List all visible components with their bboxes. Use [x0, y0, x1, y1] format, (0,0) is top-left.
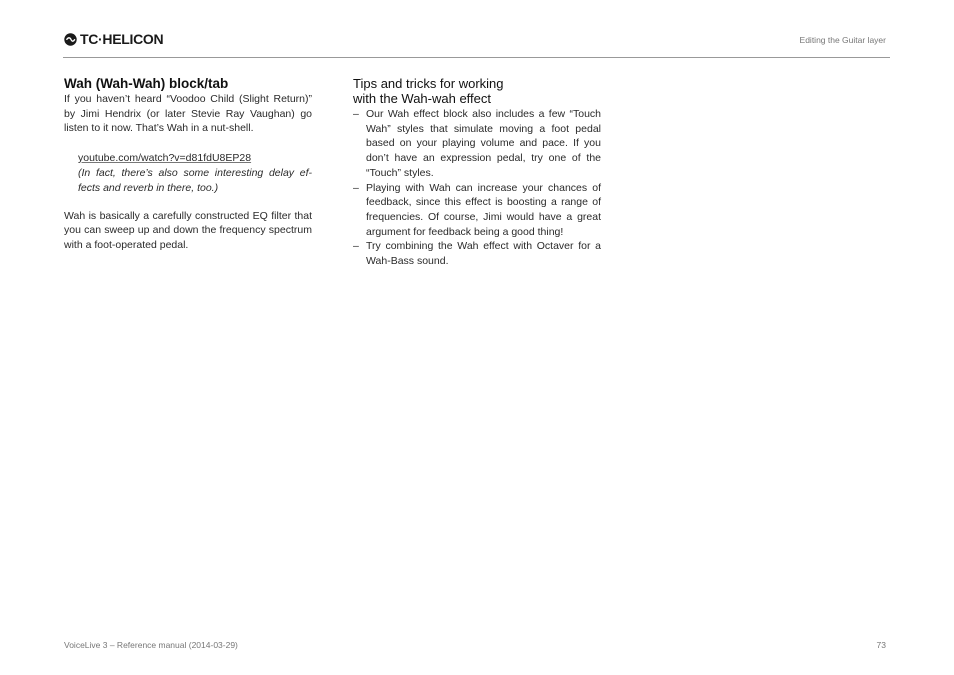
tip-text: Playing with Wah can increase your chances of feedback, since this effect is boosting a range of frequencies. Of course, Jimi would have a great argument for feedback being a good thing! [366, 181, 601, 238]
reference-note: (In fact, there’s also some interesting delay ef-fects and reverb in there, too.) [78, 167, 312, 194]
tc-helicon-logo-icon [64, 33, 77, 46]
youtube-link[interactable]: youtube.com/watch?v=d81fdU8EP28 [78, 152, 252, 165]
tips-title-line1: Tips and tricks for working [353, 76, 504, 91]
list-dash: – [353, 240, 359, 253]
intro-paragraph: If you haven’t heard “Voodoo Child (Slight Return)” by Jimi Hendrix (or later Stevie Ray Vaughan) go listen to it now. That’s Wah in a nut-shell. [64, 93, 312, 135]
tips-title-line2: with the Wah-wah effect [353, 91, 492, 106]
body-paragraph: Wah is basically a carefully constructed EQ filter that you can sweep up and down the frequency spectrum with a foot-operated pedal. [64, 209, 312, 251]
list-dash: – [353, 181, 359, 194]
section-title: Wah (Wah-Wah) block/tab [64, 76, 229, 91]
brand-name: TC·HELICON [80, 31, 164, 47]
reference-block [78, 148, 312, 195]
tips-section [353, 76, 601, 269]
tips-list [353, 107, 601, 269]
manual-footer: VoiceLive 3 – Reference manual (2014-03-29) [64, 640, 238, 650]
tip-text: Try combining the Wah effect with Octaver for a Wah-Bass sound. [366, 240, 601, 268]
brand-logo [64, 31, 163, 47]
wah-section [64, 76, 312, 253]
section-header: Editing the Guitar layer [799, 35, 886, 45]
tips-title [353, 76, 601, 106]
list-item [353, 181, 601, 240]
list-item [353, 239, 601, 268]
tip-text: Our Wah effect block also includes a few “Touch Wah” styles that simulate moving a foot pedal based on your playing volume and pace. If you don’t have an expression pedal, try one of the “Touch” styles. [366, 108, 601, 179]
header-divider [63, 57, 890, 58]
page-number: 73 [876, 640, 886, 650]
list-dash: – [353, 108, 359, 120]
list-item [353, 107, 601, 181]
